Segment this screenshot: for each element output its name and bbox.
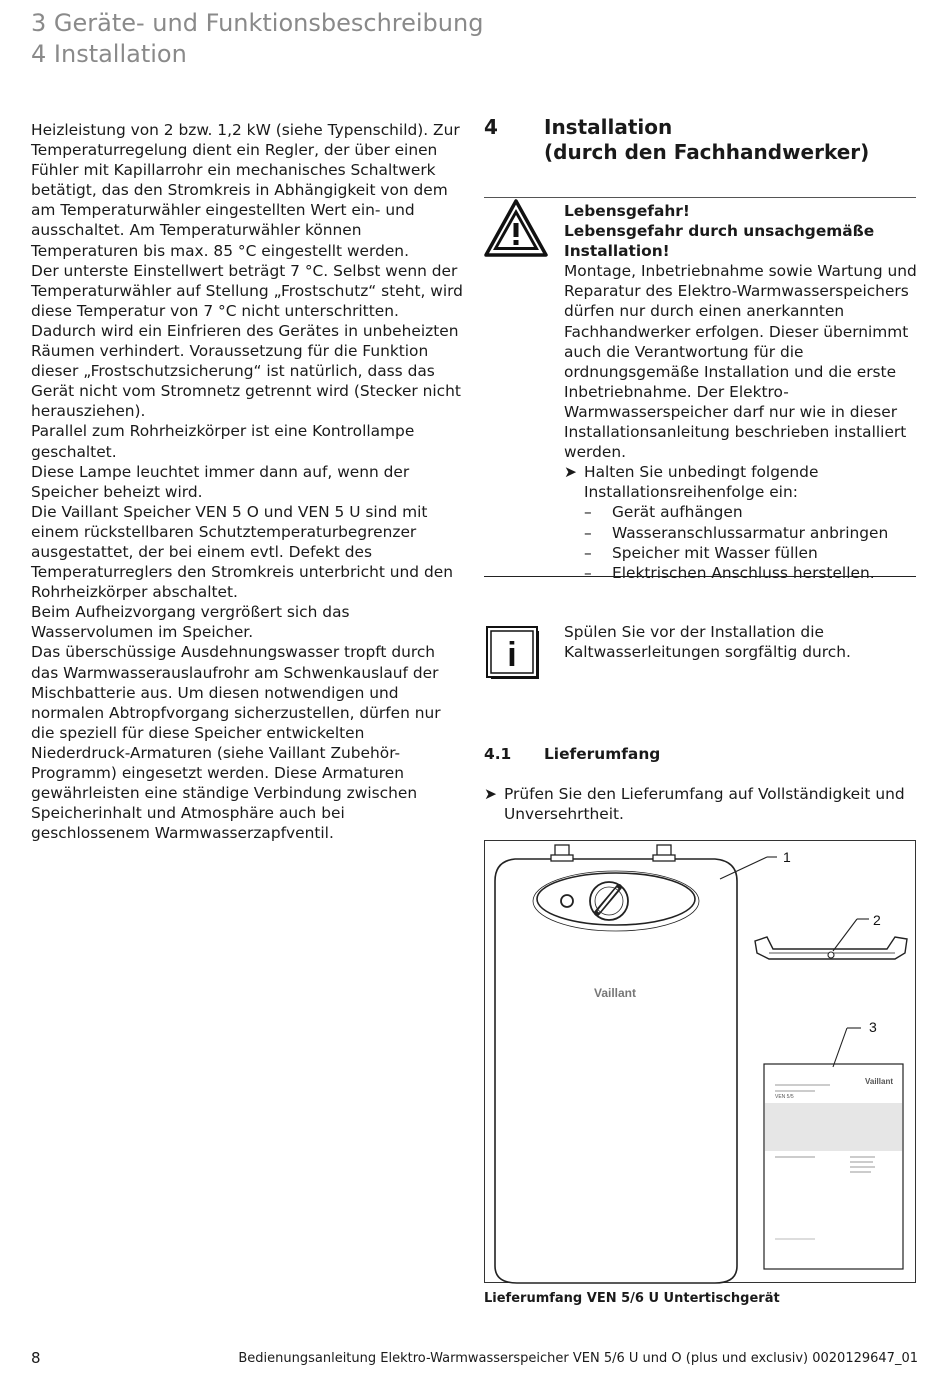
warning-title: Lebensgefahr! xyxy=(564,202,690,220)
manual-brand: Vaillant xyxy=(864,1077,893,1086)
manual-illustration xyxy=(764,1064,903,1269)
wall-bracket-illustration xyxy=(755,937,907,959)
dash-icon: – xyxy=(584,503,592,522)
arrow-icon: ➤ xyxy=(564,463,577,482)
warning-text xyxy=(564,201,918,583)
info-icon xyxy=(486,626,538,678)
instruction-text: Halten Sie unbedingt folgende Installationsreihenfolge ein: xyxy=(584,463,819,502)
step-text: Speicher mit Wasser füllen xyxy=(612,543,818,562)
delivery-scope-figure xyxy=(484,840,916,1283)
paragraph: Beim Aufheizvorgang vergrößert sich das Wasservolumen im Speicher. xyxy=(31,603,350,642)
warning-body: Montage, Inbetriebnahme sowie Wartung und Reparatur des Elektro-Warmwasserspeichers dürfen nur durch einen anerkannten Fachhandwerker erfolgen. Dieser übernimmt auch die Verantwortung für die ordnungsgemäße Installation und die erste Inbetriebnahme. Der Elektro-Warmwasserspeicher darf nur wie in dieser Installationsanleitung beschrieben installiert werden. xyxy=(564,262,917,462)
paragraph: Heizleistung von 2 bzw. 1,2 kW (siehe Typenschild). Zur Temperaturregelung dient ein Regler, der über einen Fühler mit Kapillarrohr ein mechanisches Schaltwerk betätigt, das den Stromkreis in Abhängigkeit von dem am Temperaturwähler eingestellten Wert ein- und ausschaltet. Am Temperaturwähler können Temperaturen bis max. 85 °C eingestellt werden. xyxy=(31,121,460,260)
paragraph: Die Vaillant Speicher VEN 5 O und VEN 5 U sind mit einem rückstellbaren Schutztemperaturbegrenzer ausgestattet, der bei einem evtl. Defekt des Temperaturreglers den Stromkreis unterbricht und den Rohrheizkörper abschaltet. xyxy=(31,502,453,602)
warning-bottom-rule xyxy=(484,576,916,577)
manual-title: VEN 5/5 xyxy=(775,1094,794,1100)
left-column xyxy=(31,120,467,843)
step-list xyxy=(584,502,918,582)
step-text: Gerät aufhängen xyxy=(612,503,743,522)
step-text: Elektrischen Anschluss herstellen. xyxy=(612,563,875,582)
figure-caption: Lieferumfang VEN 5/6 U Untertischgerät xyxy=(484,1291,780,1306)
subsection-number: 4.1 xyxy=(484,745,512,763)
list-item xyxy=(584,543,918,563)
warning-subtitle: Lebensgefahr durch unsachgemäße Installation! xyxy=(564,222,875,261)
paragraph: Das überschüssige Ausdehnungswasser tropft durch das Warmwasserauslaufrohr am Schwenkauslauf der Mischbatterie aus. Um diesen notwendigen und normalen Abtropfvorgang sicherzustellen, dürfen nur die speziell für diese Speicher entwickelten Niederdruck-Armaturen (siehe Vaillant Zubehör-Programm) eingesetzt werden. Diese Armaturen gewährleisten eine ständige Verbindung zwischen Speicherinhalt und Atmosphäre auch bei geschlossenem Warmwasserzapfventil. xyxy=(31,643,441,843)
list-item xyxy=(584,502,918,522)
page-header xyxy=(31,8,483,70)
warning-top-rule xyxy=(484,197,916,198)
callout-1: 1 xyxy=(783,849,791,865)
dash-icon: – xyxy=(584,543,592,562)
info-glyph: i xyxy=(507,636,517,674)
header-chapter-4: 4 Installation xyxy=(31,40,187,68)
dash-icon: – xyxy=(584,563,592,582)
list-item xyxy=(584,523,918,543)
brand-logo: Vaillant xyxy=(593,986,637,1000)
list-item xyxy=(584,563,918,583)
section-number: 4 xyxy=(484,115,498,139)
section-title-line1: Installation xyxy=(544,115,673,139)
instruction-item xyxy=(564,462,918,583)
header-chapter-3: 3 Geräte- und Funktionsbeschreibung xyxy=(31,9,484,37)
instruction-list xyxy=(564,462,918,583)
warning-triangle-icon xyxy=(484,199,548,257)
paragraph: Der unterste Einstellwert beträgt 7 °C. Selbst wenn der Temperaturwähler auf Stellung „Frostschutz“ steht, wird diese Temperatur von 7 °C nicht unterschritten. Dadurch wird ein Einfrieren des Gerätes in unbeheizten Räumen verhindert. Voraussetzung für die Funktion dieser „Frostschutzsicherung“ ist natürlich, dass das Gerät nicht vom Stromnetz getrennt wird (Stecker nicht herausziehen). xyxy=(31,261,463,421)
section-title-line2: (durch den Fachhandwerker) xyxy=(544,140,870,164)
dash-icon: – xyxy=(584,523,592,542)
paragraph: Diese Lampe leuchtet immer dann auf, wenn der Speicher beheizt wird. xyxy=(31,462,410,501)
check-text: Prüfen Sie den Lieferumfang auf Vollständigkeit und Unversehrtheit. xyxy=(504,785,905,824)
callout-3: 3 xyxy=(869,1019,877,1035)
step-text: Wasseranschlussarmatur anbringen xyxy=(612,523,889,542)
subsection-title: Lieferumfang xyxy=(544,745,661,763)
page-number: 8 xyxy=(31,1349,41,1367)
paragraph: Parallel zum Rohrheizkörper ist eine Kontrollampe geschaltet. xyxy=(31,422,415,461)
callout-2: 2 xyxy=(873,912,881,928)
water-heater-illustration xyxy=(495,845,737,1283)
arrow-icon: ➤ xyxy=(484,785,497,803)
info-text: Spülen Sie vor der Installation die Kaltwasserleitungen sorgfältig durch. xyxy=(564,623,851,662)
check-instruction xyxy=(484,784,918,824)
footer-text: Bedienungsanleitung Elektro-Warmwasserspeicher VEN 5/6 U und O (plus und exclusiv) 0020129647_01 xyxy=(238,1351,918,1366)
section-title xyxy=(544,115,869,165)
